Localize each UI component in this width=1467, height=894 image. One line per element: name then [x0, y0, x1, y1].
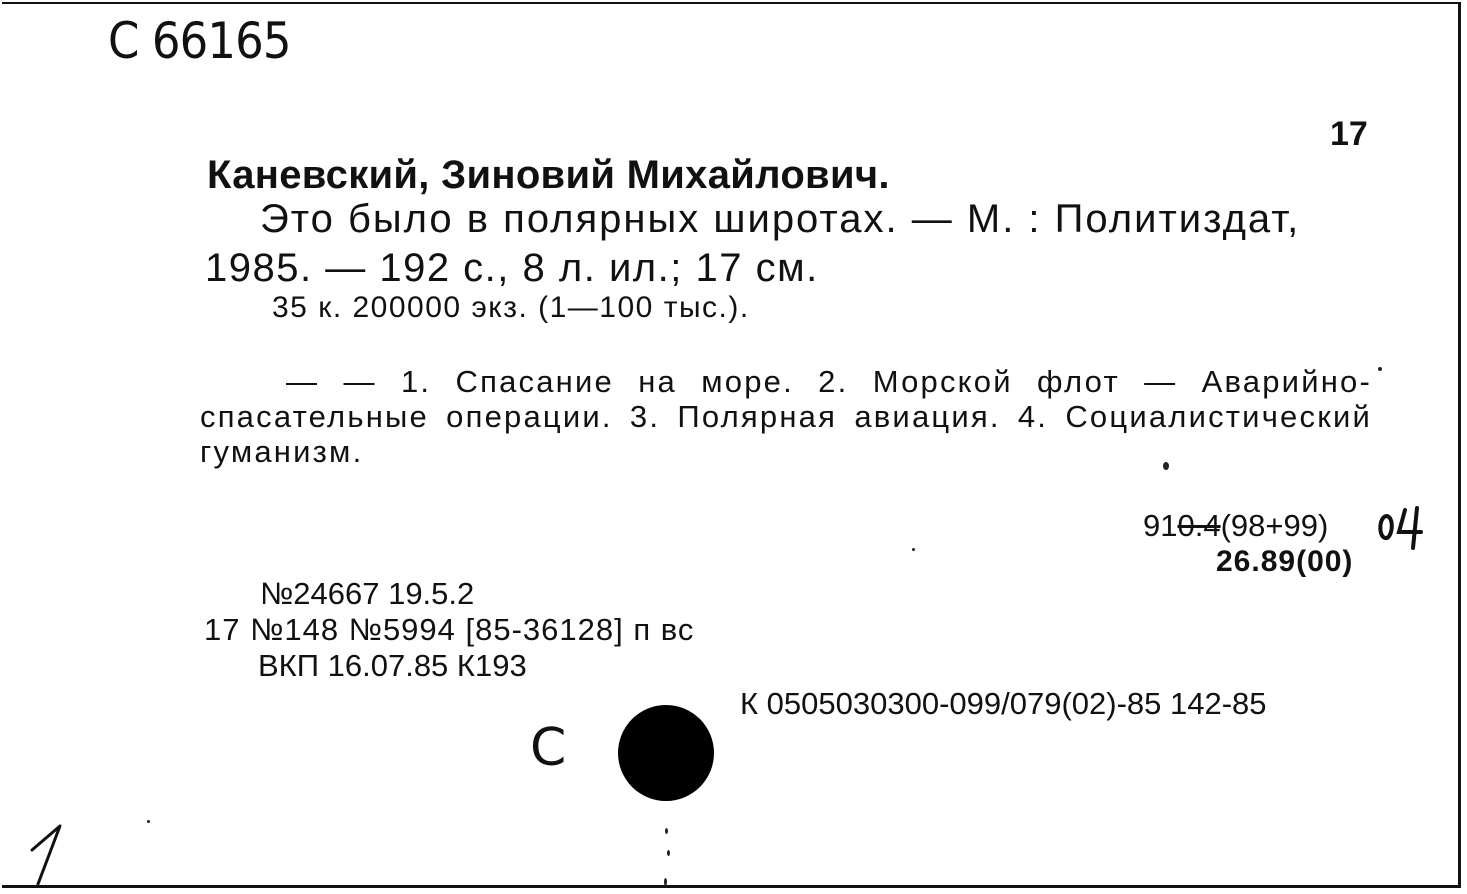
index-code-line: К 0505030300-099/079(02)-85 142-85: [740, 686, 1267, 721]
udk-rest: (98+99): [1220, 508, 1329, 543]
card-number: 17: [1330, 115, 1368, 153]
bbk-index: 26.89(00): [1216, 545, 1354, 578]
udk-struck: 0.4: [1177, 508, 1221, 543]
title-line-1: Это было в полярных широтах. — М. : Политиздат,: [260, 197, 1301, 241]
ink-speck: [1378, 367, 1382, 371]
udk-prefix: 91: [1143, 508, 1178, 543]
ink-speck: [667, 850, 670, 856]
handwritten-number-1: [20, 820, 80, 890]
author-name: Каневский, Зиновий Михайлович.: [207, 153, 890, 197]
ink-speck: [912, 548, 915, 551]
record-line-3: ВКП 16.07.85 К193: [258, 648, 527, 683]
record-line-2: 17 №148 №5994 [85-36128] п вс: [204, 612, 695, 647]
record-line-1: №24667 19.5.2: [260, 576, 475, 611]
udk-classification: [1143, 508, 1328, 544]
ink-speck: [147, 820, 150, 823]
catalog-code: С 66165: [108, 12, 291, 70]
title-line-2: 1985. — 192 с., 8 л. ил.; 17 см.: [205, 246, 819, 290]
punch-hole-mark: [618, 705, 714, 801]
ink-speck: [1163, 462, 1169, 470]
ink-speck: [665, 828, 668, 834]
udk-handwritten-correction: [1375, 502, 1427, 550]
subject-headings: — — 1. Спасание на море. 2. Морской флот — Аварийно-спасательные операции. 3. Полярная авиация. 4. Социалистический гуманизм.: [200, 364, 1372, 469]
price-edition-line: 35 к. 200000 экз. (1—100 тыс.).: [272, 291, 750, 324]
ink-speck: [664, 878, 667, 886]
stamp-letter: С: [530, 718, 567, 778]
